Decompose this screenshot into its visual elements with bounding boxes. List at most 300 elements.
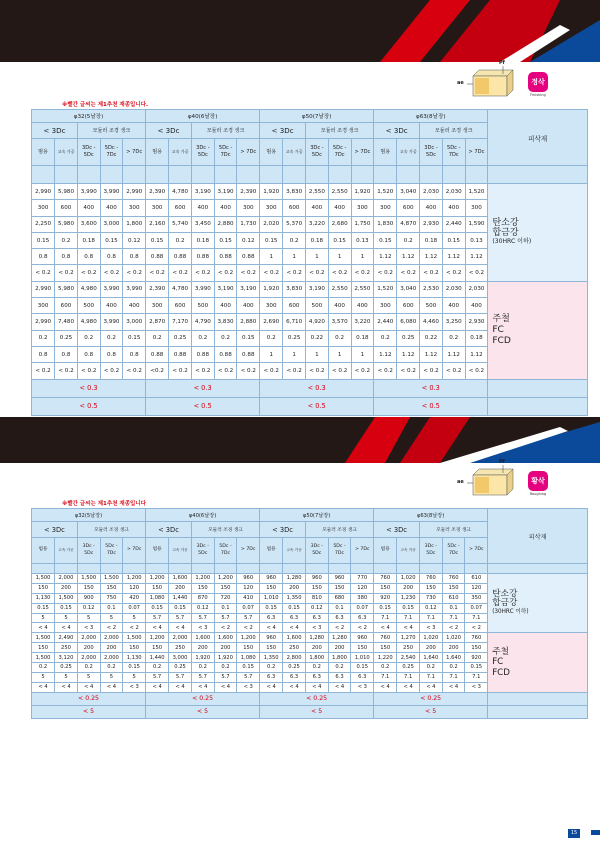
data-cell: 6,710 [283, 314, 306, 330]
data-cell: < 2 [351, 623, 374, 633]
data-cell: 4,780 [169, 281, 192, 297]
diameter-header: φ63(8날장) [374, 110, 488, 123]
data-cell: < 4 [100, 682, 123, 692]
data-cell: 760 [442, 574, 465, 584]
data-cell: 3,190 [191, 184, 214, 200]
data-cell: < 4 [374, 623, 397, 633]
modular-header: 모듈러 조경 생크 [77, 123, 145, 139]
data-cell: 2,550 [328, 281, 351, 297]
data-cell: 7.1 [374, 672, 397, 682]
data-cell: 3,000 [169, 653, 192, 663]
data-cell: 500 [306, 298, 329, 314]
depth-limit-cell: < 0.25 [374, 692, 488, 705]
material-line: 탄소강 [492, 588, 518, 599]
data-cell: < 0.2 [442, 265, 465, 281]
data-cell: 0.15 [123, 663, 146, 673]
data-cell: 0.2 [191, 330, 214, 346]
data-cell: 5,980 [55, 184, 78, 200]
data-cell: < 0.2 [146, 265, 169, 281]
data-cell: 6.3 [260, 672, 283, 682]
data-cell: 0.18 [420, 232, 443, 248]
data-cell: 2,030 [465, 281, 488, 297]
data-cell: 0.2 [374, 330, 397, 346]
data-cell: 0.2 [100, 330, 123, 346]
data-cell: 1,130 [123, 653, 146, 663]
data-cell: 6.3 [351, 613, 374, 623]
data-cell: 750 [100, 593, 123, 603]
data-cell: 2,000 [55, 574, 78, 584]
data-cell: 150 [191, 583, 214, 593]
data-cell: 6.3 [283, 613, 306, 623]
data-cell: 1,600 [214, 633, 237, 643]
data-cell: 1,280 [283, 574, 306, 584]
data-cell: 5,980 [55, 281, 78, 297]
data-cell: 150 [123, 643, 146, 653]
data-cell: 2,000 [77, 653, 100, 663]
data-cell: 5 [77, 613, 100, 623]
data-cell: 4,920 [306, 314, 329, 330]
modular-header: 모듈러 조경 생크 [305, 522, 373, 538]
sub-header: 고속 가공 [169, 538, 192, 564]
data-cell: 1.12 [420, 249, 443, 265]
data-cell: 2,880 [214, 216, 237, 232]
data-cell: 300 [351, 200, 374, 216]
data-cell: 7,480 [55, 314, 78, 330]
data-cell: 2,550 [351, 281, 374, 297]
data-cell: 1,010 [260, 593, 283, 603]
data-cell: 870 [191, 593, 214, 603]
data-cell: 3,220 [306, 216, 329, 232]
data-cell: < 4 [283, 623, 306, 633]
data-cell: < 0.2 [214, 265, 237, 281]
data-cell: 1,600 [283, 633, 306, 643]
data-cell: 730 [419, 593, 442, 603]
sub-header: 5Dc - 7Dc [100, 538, 123, 564]
data-cell: 5.7 [146, 672, 169, 682]
data-cell: 400 [442, 298, 465, 314]
data-cell: < 0.2 [260, 363, 283, 379]
badge-label: 정삭 [528, 72, 548, 92]
sub-header: > 7Dc [465, 139, 488, 166]
data-cell: 400 [306, 200, 329, 216]
sub-header: 고속 가공 [283, 139, 306, 166]
data-cell: 960 [260, 633, 283, 643]
data-cell: 5.7 [214, 672, 237, 682]
data-cell: < 0.2 [100, 363, 123, 379]
sub-header: 고속 가공 [55, 139, 78, 166]
depth-limit-cell: < 0.5 [32, 397, 146, 415]
data-cell: 400 [214, 298, 237, 314]
depth-limit-cell: < 0.3 [260, 379, 374, 397]
data-cell: < 4 [77, 682, 100, 692]
data-cell: 400 [351, 298, 374, 314]
data-cell: 0.88 [169, 249, 192, 265]
lt3dc-header: < 3Dc [32, 123, 78, 139]
data-cell: 0.25 [55, 663, 78, 673]
data-cell: 2,160 [146, 216, 169, 232]
data-cell: 0.12 [237, 232, 260, 248]
sub-header: 3Dc - 5Dc [419, 538, 442, 564]
data-cell: 0.15 [328, 232, 351, 248]
data-cell: 500 [77, 298, 100, 314]
data-cell: 2,030 [420, 184, 443, 200]
data-cell: 2,990 [123, 184, 146, 200]
data-cell: 0.88 [237, 346, 260, 362]
data-cell: 0.13 [465, 232, 488, 248]
data-cell: 0.8 [55, 249, 78, 265]
data-cell: 2,540 [397, 653, 420, 663]
data-cell: 0.15 [100, 232, 123, 248]
sub-header: 고속 가공 [397, 139, 420, 166]
data-cell: 150 [146, 643, 169, 653]
data-cell: 2,030 [442, 281, 465, 297]
data-cell: < 4 [283, 682, 306, 692]
data-cell: 1,800 [305, 653, 328, 663]
diameter-header: φ32(5날장) [32, 509, 146, 522]
data-cell: < 3 [305, 623, 328, 633]
data-cell: 6,080 [397, 314, 420, 330]
sub-header: 5Dc - 7Dc [328, 139, 351, 166]
data-cell: 1 [328, 346, 351, 362]
data-cell: 0.88 [191, 249, 214, 265]
data-cell: 3,990 [123, 281, 146, 297]
depth-limit-cell: < 0.5 [146, 397, 260, 415]
data-cell: 2,030 [442, 184, 465, 200]
data-cell: < 0.2 [465, 363, 488, 379]
data-cell: 0.15 [397, 603, 420, 613]
depth-limit-cell: < 5 [32, 705, 146, 718]
data-cell: 6.3 [328, 613, 351, 623]
data-cell: 600 [169, 200, 192, 216]
data-cell: 400 [191, 200, 214, 216]
data-cell: 0.12 [123, 232, 146, 248]
material-line: FC [492, 324, 504, 335]
middle-band [0, 417, 600, 463]
data-cell: 7.1 [419, 613, 442, 623]
data-cell: < 2 [214, 623, 237, 633]
data-cell: 150 [374, 643, 397, 653]
material-line: FCD [492, 335, 511, 346]
data-cell: 0.15 [351, 663, 374, 673]
workpiece-icon [455, 463, 525, 501]
material-line: 주철 [492, 646, 509, 657]
data-cell: 1,230 [397, 593, 420, 603]
data-cell: 200 [77, 643, 100, 653]
data-cell: 0.2 [305, 663, 328, 673]
material-line: (30HRC 이하) [492, 238, 532, 246]
data-cell: 1,520 [374, 184, 397, 200]
data-cell: 1,280 [328, 633, 351, 643]
sub-header: > 7Dc [351, 139, 374, 166]
data-cell: < 4 [214, 682, 237, 692]
data-cell: 0.2 [442, 330, 465, 346]
data-cell: 2,490 [55, 633, 78, 643]
data-cell: 300 [465, 200, 488, 216]
data-cell: 1.12 [442, 346, 465, 362]
sub-header: 범용 [374, 139, 397, 166]
data-cell: < 0.2 [283, 265, 306, 281]
data-cell: 3,990 [77, 184, 100, 200]
data-cell: < 0.2 [328, 363, 351, 379]
data-cell: 0.2 [169, 232, 192, 248]
data-cell: < 4 [32, 682, 55, 692]
depth-limit-cell: < 5 [260, 705, 374, 718]
data-cell: 300 [374, 200, 397, 216]
data-cell: 420 [123, 593, 146, 603]
data-cell: 400 [420, 200, 443, 216]
data-cell: 3,990 [100, 184, 123, 200]
data-cell: 4,790 [191, 314, 214, 330]
material-line: FCD [492, 667, 510, 678]
data-cell: 1,750 [351, 216, 374, 232]
data-cell: 1,500 [32, 574, 55, 584]
data-cell: 3,570 [328, 314, 351, 330]
data-cell: 6.3 [260, 613, 283, 623]
data-cell: < 4 [146, 623, 169, 633]
data-cell: 150 [442, 583, 465, 593]
data-cell: 5.7 [191, 613, 214, 623]
data-cell: 2,440 [374, 314, 397, 330]
data-cell: < 4 [260, 682, 283, 692]
data-cell: 7.1 [419, 672, 442, 682]
data-cell: 3,990 [100, 281, 123, 297]
data-cell: 0.22 [306, 330, 329, 346]
sub-header: 5Dc - 7Dc [100, 139, 123, 166]
data-cell: 0.8 [32, 346, 55, 362]
data-cell: 120 [465, 583, 488, 593]
sub-header: 5Dc - 7Dc [214, 538, 237, 564]
data-cell: 150 [374, 583, 397, 593]
data-cell: 1 [306, 346, 329, 362]
data-cell: < 0.2 [306, 265, 329, 281]
material-line: 합금강 [492, 598, 518, 609]
data-cell: < 0.2 [169, 363, 192, 379]
data-cell: 6.3 [328, 672, 351, 682]
data-cell: 7.1 [374, 613, 397, 623]
data-cell: 5 [100, 613, 123, 623]
data-cell: 0.88 [214, 346, 237, 362]
data-cell: 1.12 [397, 249, 420, 265]
data-cell: 0.15 [32, 603, 55, 613]
data-cell: 5.7 [191, 672, 214, 682]
data-cell: 2,550 [306, 184, 329, 200]
page-number: 15 [568, 829, 580, 838]
data-cell: 150 [305, 583, 328, 593]
data-cell: 3,190 [214, 184, 237, 200]
data-cell: 2,000 [100, 653, 123, 663]
modular-header: 모듈러 조경 생크 [419, 522, 487, 538]
data-cell: 0.2 [328, 663, 351, 673]
data-cell: 760 [374, 574, 397, 584]
depth-limit-cell: < 5 [374, 705, 488, 718]
data-cell: 1,920 [214, 653, 237, 663]
diameter-header: φ50(7날장) [260, 110, 374, 123]
data-cell: < 4 [55, 623, 78, 633]
data-cell: 1,600 [169, 574, 192, 584]
data-cell: 1 [351, 346, 374, 362]
data-cell: 1 [260, 249, 283, 265]
data-cell: 1,500 [77, 574, 100, 584]
sub-header: 3Dc - 5Dc [305, 538, 328, 564]
data-cell: 5,370 [283, 216, 306, 232]
data-cell: 3,450 [191, 216, 214, 232]
data-cell: 200 [191, 643, 214, 653]
data-cell: 760 [374, 633, 397, 643]
data-cell: < 0.2 [100, 265, 123, 281]
sub-header: 5Dc - 7Dc [442, 538, 465, 564]
data-cell: < 2 [123, 623, 146, 633]
data-cell: 0.15 [260, 232, 283, 248]
data-cell: 300 [123, 200, 146, 216]
data-cell: 2,990 [32, 314, 55, 330]
data-cell: 3,040 [397, 184, 420, 200]
data-cell: 0.18 [306, 232, 329, 248]
data-cell: 3,220 [351, 314, 374, 330]
data-cell: 5,980 [55, 216, 78, 232]
data-cell: 1 [283, 346, 306, 362]
lt3dc-header: < 3Dc [146, 123, 192, 139]
data-cell: 1.12 [374, 249, 397, 265]
data-cell: 0.88 [237, 249, 260, 265]
data-cell: 0.15 [237, 663, 260, 673]
data-cell: < 4 [397, 623, 420, 633]
data-cell: 2,870 [146, 314, 169, 330]
data-cell: < 3 [237, 682, 260, 692]
data-cell: 1,590 [465, 216, 488, 232]
data-cell: 3,120 [55, 653, 78, 663]
data-cell: 1,730 [237, 216, 260, 232]
data-cell: 1,200 [146, 633, 169, 643]
data-cell: 4,870 [397, 216, 420, 232]
data-cell: 3,830 [214, 314, 237, 330]
data-cell: 610 [442, 593, 465, 603]
data-cell: 5.7 [237, 672, 260, 682]
data-cell: 0.07 [237, 603, 260, 613]
modular-header: 모듈러 조경 생크 [191, 522, 259, 538]
modular-header: 모듈러 조경 생크 [306, 123, 374, 139]
data-cell: 2,930 [465, 314, 488, 330]
data-cell: 1,020 [442, 633, 465, 643]
data-cell: 400 [442, 200, 465, 216]
data-cell: 250 [55, 643, 78, 653]
data-cell: 2,550 [328, 184, 351, 200]
data-cell: 1,640 [442, 653, 465, 663]
cutting-diagram [455, 60, 550, 104]
data-cell: 150 [146, 583, 169, 593]
data-cell: 7.1 [442, 672, 465, 682]
sub-header: 3Dc - 5Dc [191, 139, 214, 166]
data-cell: 3,600 [77, 216, 100, 232]
data-cell: 5 [55, 613, 78, 623]
recommend-note: ※빨간 글씨는 제1추천 재종입니다 [62, 501, 146, 507]
data-cell: 200 [214, 643, 237, 653]
data-cell: 0.1 [442, 603, 465, 613]
data-cell: 150 [214, 583, 237, 593]
data-cell: 0.25 [397, 330, 420, 346]
data-cell: 760 [465, 633, 488, 643]
data-cell: 0.15 [374, 603, 397, 613]
data-cell: < 3 [351, 682, 374, 692]
data-cell: 0.8 [77, 249, 100, 265]
data-cell: 150 [77, 583, 100, 593]
sub-header: 5Dc - 7Dc [442, 139, 465, 166]
data-cell: 0.25 [55, 330, 78, 346]
data-cell: 0.15 [169, 603, 192, 613]
data-cell: < 0.2 [351, 265, 374, 281]
diameter-header: φ40(6날장) [146, 509, 260, 522]
recommend-note: ※빨간 글씨는 제1추천 재종입니다. [62, 102, 149, 108]
data-cell: < 0.2 [442, 363, 465, 379]
sub-header: 범용 [260, 538, 283, 564]
material-steel [488, 574, 588, 633]
data-cell: 0.2 [442, 663, 465, 673]
data-cell: 300 [146, 298, 169, 314]
data-cell: 920 [374, 593, 397, 603]
data-cell: 0.88 [146, 346, 169, 362]
data-cell: 0.25 [169, 330, 192, 346]
data-cell: 720 [214, 593, 237, 603]
data-cell: 150 [32, 643, 55, 653]
sub-header: > 7Dc [237, 139, 260, 166]
data-cell: 960 [260, 574, 283, 584]
data-cell: 6.3 [305, 613, 328, 623]
data-cell: 250 [397, 643, 420, 653]
sub-header: 범용 [32, 538, 55, 564]
data-cell: < 0.2 [169, 265, 192, 281]
diameter-header: φ50(7날장) [260, 509, 374, 522]
data-cell: < 0.2 [351, 363, 374, 379]
data-cell: 1.12 [397, 346, 420, 362]
data-cell: 250 [283, 643, 306, 653]
data-cell: 1,520 [465, 184, 488, 200]
data-cell: 3,830 [283, 184, 306, 200]
sub-header: 범용 [260, 139, 283, 166]
data-cell: 5,740 [169, 216, 192, 232]
data-cell: 0.12 [419, 603, 442, 613]
data-cell: 920 [465, 653, 488, 663]
sub-header: 3Dc - 5Dc [191, 538, 214, 564]
data-cell: 0.8 [123, 346, 146, 362]
data-cell: < 4 [328, 682, 351, 692]
ae-label: ae [457, 479, 464, 485]
data-cell: 0.18 [77, 232, 100, 248]
sub-header: > 7Dc [351, 538, 374, 564]
data-cell: 150 [260, 583, 283, 593]
data-cell: 2,000 [169, 633, 192, 643]
data-cell: < 2 [100, 623, 123, 633]
cutting-diagram [455, 459, 550, 503]
data-cell: 0.2 [260, 330, 283, 346]
sub-header: 범용 [32, 139, 55, 166]
data-cell: 400 [100, 298, 123, 314]
sub-header: 고속 가공 [169, 139, 192, 166]
data-cell: 0.8 [55, 346, 78, 362]
data-cell: < 4 [305, 682, 328, 692]
data-cell: 3,830 [283, 281, 306, 297]
data-cell: 600 [283, 200, 306, 216]
data-cell: 0.8 [100, 249, 123, 265]
data-cell: < 0.2 [77, 265, 100, 281]
data-cell: 1 [328, 249, 351, 265]
data-cell: 0.2 [77, 330, 100, 346]
data-cell: 0.12 [77, 603, 100, 613]
diameter-header: φ63(8날장) [374, 509, 488, 522]
data-cell: 200 [442, 643, 465, 653]
data-cell: 600 [169, 298, 192, 314]
data-cell: 300 [260, 200, 283, 216]
data-cell: 6.3 [283, 672, 306, 682]
data-cell: 0.15 [32, 232, 55, 248]
